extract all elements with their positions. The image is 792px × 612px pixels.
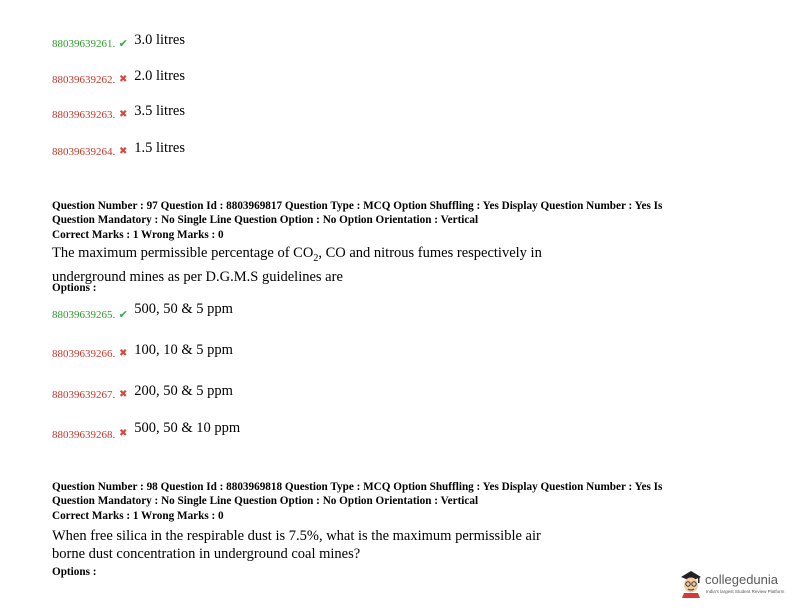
- option-88039639263: [52, 103, 185, 121]
- check-icon: ✔: [118, 308, 128, 321]
- question-98-meta: [52, 480, 752, 508]
- collegedunia-logo: [678, 566, 788, 606]
- meta-line: Question Mandatory : No Single Line Question Option : No Option Orientation : Vertical: [52, 495, 479, 507]
- option-88039639265: [52, 301, 233, 321]
- meta-line: Question Number : 98 Question Id : 8803969818 Question Type : MCQ Option Shuffling : Yes Display Question Number : Yes Is: [52, 481, 663, 493]
- check-icon: ✔: [118, 37, 128, 50]
- question-97-marks: Correct Marks : 1 Wrong Marks : 0: [52, 229, 224, 241]
- question-97-text: [52, 244, 612, 286]
- brand-tagline: India's largest Student Review Platform: [706, 589, 785, 594]
- meta-line: Question Number : 97 Question Id : 8803969817 Question Type : MCQ Option Shuffling : Yes Display Question Number : Yes Is: [52, 200, 663, 212]
- student-mascot-icon: [678, 568, 704, 598]
- cross-icon: ✖: [119, 146, 128, 157]
- option-88039639264: [52, 140, 185, 158]
- option-88039639266: [52, 342, 233, 360]
- option-id: 88039639262.: [52, 74, 116, 86]
- option-text: 100, 10 & 5 ppm: [134, 342, 233, 358]
- question-text: underground mines as per D.G.M.S guidelines are: [52, 268, 343, 285]
- question-text: , CO and nitrous fumes respectively in: [318, 245, 542, 261]
- option-id: 88039639267.: [52, 389, 116, 401]
- brand-name: collegedunia: [705, 572, 779, 587]
- cross-icon: ✖: [119, 74, 128, 85]
- question-98-options-label: Options :: [52, 566, 97, 578]
- question-text: The maximum permissible percentage of CO: [52, 245, 314, 261]
- question-97-meta: [52, 199, 752, 227]
- option-88039639268: [52, 420, 240, 441]
- option-text: 500, 50 & 5 ppm: [134, 301, 233, 317]
- question-text: When free silica in the respirable dust is 7.5%, what is the maximum permissible air: [52, 528, 541, 544]
- option-id: 88039639265.: [52, 309, 116, 321]
- option-text: 1.5 litres: [134, 140, 185, 156]
- subscript: 2: [313, 252, 319, 264]
- option-88039639267: [52, 383, 233, 401]
- question-98-marks: Correct Marks : 1 Wrong Marks : 0: [52, 510, 224, 522]
- option-id: 88039639261.: [52, 38, 116, 50]
- question-text: borne dust concentration in underground coal mines?: [52, 546, 361, 562]
- question-97-options-label: Options :: [52, 282, 97, 294]
- meta-line: Question Mandatory : No Single Line Question Option : No Option Orientation : Vertical: [52, 214, 479, 226]
- option-text: 2.0 litres: [134, 68, 185, 84]
- option-text: 3.0 litres: [134, 32, 185, 48]
- option-text: 200, 50 & 5 ppm: [134, 383, 233, 399]
- option-88039639262: [52, 68, 185, 86]
- option-id: 88039639268.: [52, 429, 116, 441]
- option-id: 88039639263.: [52, 109, 116, 121]
- option-88039639261: [52, 32, 185, 50]
- cross-icon: ✖: [119, 109, 128, 120]
- option-text: 3.5 litres: [134, 103, 185, 119]
- option-id: 88039639266.: [52, 348, 116, 360]
- cross-icon: ✖: [119, 428, 128, 439]
- question-98-text: [52, 527, 612, 563]
- option-text: 500, 50 & 10 ppm: [134, 420, 241, 436]
- cross-icon: ✖: [119, 348, 128, 359]
- cross-icon: ✖: [119, 389, 128, 400]
- option-id: 88039639264.: [52, 146, 116, 158]
